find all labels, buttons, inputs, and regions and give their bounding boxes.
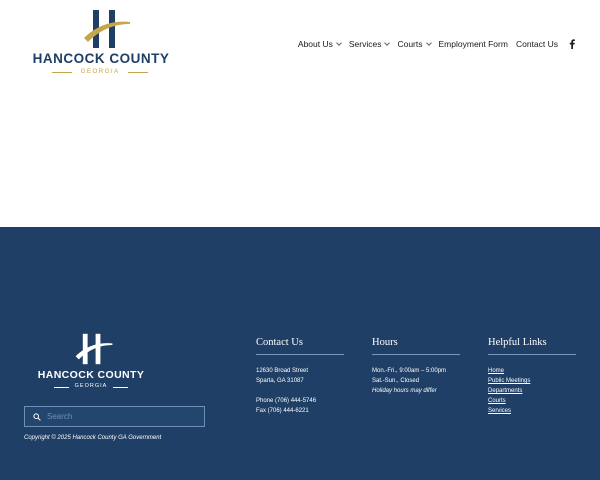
link-home[interactable]: Home bbox=[488, 368, 505, 374]
site-header bbox=[0, 0, 600, 227]
holiday-note: Holiday hours may differ bbox=[372, 388, 437, 394]
site-footer bbox=[0, 227, 600, 480]
hours-column bbox=[372, 337, 462, 396]
county-logo-mark-icon bbox=[82, 8, 132, 50]
fax-number: Fax (706) 444-6221 bbox=[256, 408, 309, 414]
link-departments[interactable]: Departments bbox=[488, 388, 523, 394]
hours-body bbox=[372, 366, 462, 396]
chevron-down-icon bbox=[336, 40, 342, 46]
facebook-icon[interactable] bbox=[568, 39, 576, 49]
link-public-meetings[interactable]: Public Meetings bbox=[488, 378, 531, 384]
nav-contact-us[interactable] bbox=[516, 39, 558, 49]
footer-logo-rule-right bbox=[113, 387, 128, 388]
nav-services-label: Services bbox=[348, 39, 382, 49]
phone-number: Phone (706) 444-5746 bbox=[256, 398, 317, 404]
address-line-2: Sparta, GA 31087 bbox=[256, 378, 304, 384]
link-courts[interactable]: Courts bbox=[488, 398, 506, 404]
footer-logo-name: HANCOCK COUNTY bbox=[37, 369, 145, 381]
nav-about-us[interactable] bbox=[298, 39, 341, 49]
nav-courts[interactable] bbox=[397, 39, 430, 49]
nav-employment-form-label: Employment Form bbox=[438, 39, 508, 49]
facebook-glyph bbox=[569, 39, 575, 49]
search-icon bbox=[33, 413, 41, 421]
nav-contact-us-label: Contact Us bbox=[515, 39, 558, 49]
links-column bbox=[488, 337, 578, 416]
contact-body bbox=[256, 366, 346, 416]
search-input[interactable] bbox=[47, 412, 197, 421]
spacer bbox=[256, 386, 346, 396]
nav-services[interactable] bbox=[349, 39, 390, 49]
link-services[interactable]: Services bbox=[488, 408, 512, 414]
logo-name: HANCOCK COUNTY bbox=[32, 51, 170, 66]
contact-column bbox=[256, 337, 346, 416]
weekend-hours: Sat.-Sun., Closed bbox=[372, 378, 420, 384]
weekday-hours: Mon.-Fri., 9:00am – 5:00pm bbox=[372, 368, 447, 374]
copyright-text: Copyright © 2025 Hancock County GA Government bbox=[24, 435, 162, 441]
logo-subtitle-text: GEORGIA bbox=[80, 68, 120, 75]
footer-logo-subtitle-text: GEORGIA bbox=[74, 383, 108, 389]
footer-logo[interactable] bbox=[36, 332, 146, 388]
logo-rule-right bbox=[128, 72, 148, 73]
hours-title: Hours bbox=[372, 337, 460, 355]
site-logo[interactable] bbox=[30, 8, 172, 80]
footer-logo-subtitle bbox=[54, 383, 128, 391]
main-nav bbox=[298, 38, 576, 50]
nav-about-us-label: About Us bbox=[297, 39, 333, 49]
chevron-down-icon bbox=[426, 40, 432, 46]
county-logo-mark-icon bbox=[74, 332, 114, 366]
contact-title: Contact Us bbox=[256, 337, 344, 355]
nav-courts-label: Courts bbox=[397, 39, 423, 49]
logo-subtitle bbox=[52, 68, 148, 78]
footer-search[interactable] bbox=[24, 406, 205, 427]
address-line-1: 12630 Broad Street bbox=[256, 368, 309, 374]
links-body bbox=[488, 366, 578, 416]
chevron-down-icon bbox=[385, 40, 391, 46]
links-title: Helpful Links bbox=[488, 337, 576, 355]
nav-employment-form[interactable] bbox=[439, 39, 508, 49]
